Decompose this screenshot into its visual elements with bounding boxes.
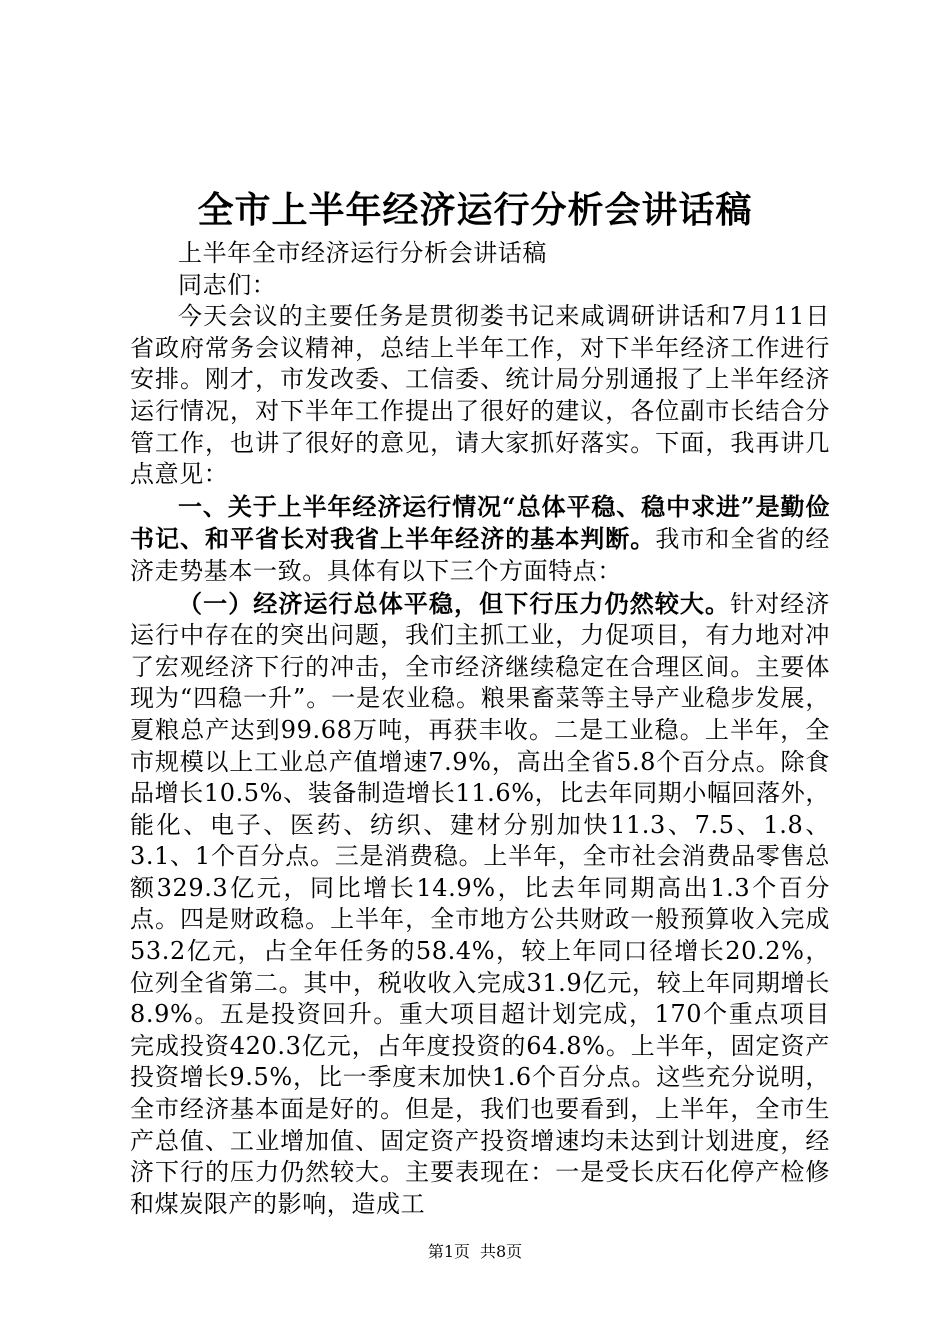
page-footer bbox=[0, 1242, 950, 1262]
salutation-paragraph bbox=[130, 270, 830, 302]
section-one-paragraph bbox=[130, 491, 830, 588]
document-title: 全市上半年经济运行分析会讲话稿 bbox=[197, 189, 753, 231]
paragraph-text: 上半年全市经济运行分析会讲话稿 bbox=[178, 239, 547, 267]
paragraph-text: 针对经济运行中存在的突出问题，我们主抓工业，力促项目，有力地对冲了宏观经济下行的冲击，全市经济继续稳定在合理区间。主要体现为“四稳一升”。一是农业稳。粮果畜菜等主导产业稳步发展，夏粮总产达到99.68万吨，再获丰收。二是工业稳。上半年，全市规模以上工业总产值增速7.9%，高出全省5.8个百分点。除食品增长10.5%、装备制造增长11.6%，比去年同期小幅回落外，能化、电子、医药、纺织、建材分别加快11.3、7.5、1.8、3.1、1个百分点。三是消费稳。上半年，全市社会消费品零售总额329.3亿元，同比增长14.9%，比去年同期高出1.3个百分点。四是财政稳。上半年，全市地方公共财政一般预算收入完成53.2亿元，占全年任务的58.4%，较上年同口径增长20.2%，位列全省第二。其中，税收收入完成31.9亿元，较上年同期增长8.9%。五是投资回升。重大项目超计划完成，170个重点项目完成投资420.3亿元，占年度投资的64.8%。上半年，固定资产投资增长9.5%，比一季度末加快1.6个百分点。这些充分说明，全市经济基本面是好的。但是，我们也要看到，上半年，全市生产总值、工业增加值、固定资产投资增速均未达到计划进度，经济下行的压力仍然较大。主要表现在：一是受长庆石化停产检修和煤炭限产的影响，造成工 bbox=[130, 589, 830, 1218]
paragraph-text: 我市和全省的经济走势基本一致。具体有以下三个方面特点： bbox=[130, 525, 830, 585]
subsection-one-paragraph bbox=[130, 588, 830, 1221]
page-number: 第1页 bbox=[427, 1242, 470, 1261]
page-total: 共8页 bbox=[480, 1242, 523, 1261]
paragraph-text: 同志们： bbox=[178, 270, 277, 299]
document-body bbox=[130, 238, 830, 1220]
subsection-heading: （一）经济运行总体平稳，但下行压力仍然较大。 bbox=[178, 588, 731, 618]
subtitle-paragraph bbox=[130, 238, 830, 270]
section-heading: 一、关于上半年经济运行情况“总体平稳、稳中求进”是勤俭书记、和平省长对我省上半年经济的基本判断。 bbox=[130, 491, 830, 554]
intro-paragraph bbox=[130, 301, 830, 491]
paragraph-text: 今天会议的主要任务是贯彻娄书记来咸调研讲话和7月11日省政府常务会议精神，总结上半年工作，对下半年经济工作进行安排。刚才，市发改委、工信委、统计局分别通报了上半年经济运行情况，对下半年工作提出了很好的建议，各位副市长结合分管工作，也讲了很好的意见，请大家抓好落实。下面，我再讲几点意见： bbox=[130, 302, 830, 489]
